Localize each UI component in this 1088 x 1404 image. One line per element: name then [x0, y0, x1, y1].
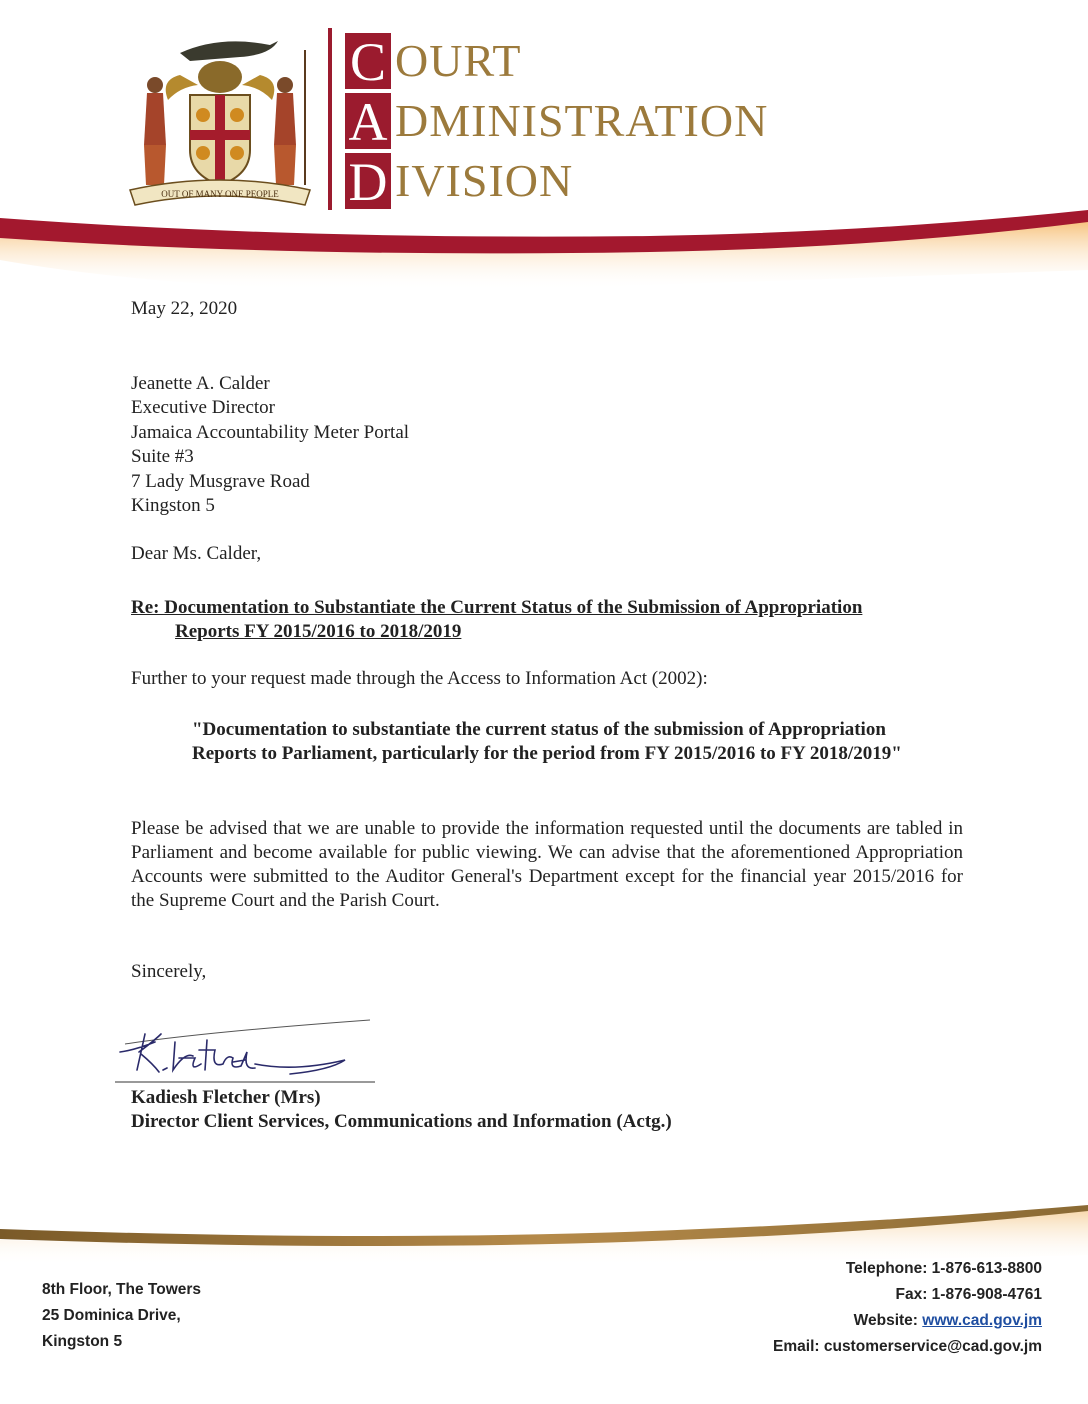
letterhead-title-court — [345, 33, 521, 93]
footer-address-line-2: 25 Dominica Drive, — [42, 1307, 181, 1324]
handwritten-signature — [115, 1012, 385, 1087]
footer-address-line-3: Kingston 5 — [42, 1333, 123, 1350]
recipient-suite: Suite #3 — [131, 446, 194, 468]
letter-date: May 22, 2020 — [131, 298, 238, 319]
footer-address — [42, 1277, 201, 1355]
subject-line-1: Re: Documentation to Substantiate the Current Status of the Submission of Appropriation — [131, 597, 863, 618]
recipient-title: Executive Director — [131, 397, 276, 419]
recipient-name: Jeanette A. Calder — [131, 373, 270, 394]
court-text: OURT — [395, 35, 522, 86]
footer-address-line-1: 8th Floor, The Towers — [42, 1281, 202, 1298]
signer-name: Kadiesh Fletcher (Mrs) — [131, 1087, 321, 1108]
website-label: Website: — [853, 1312, 923, 1329]
quoted-request: "Documentation to substantiate the current status of the submission of Appropriation Reports to Parliament, particularly for the period from FY 2015/2016 to FY 2018/2019" — [192, 719, 902, 764]
website-link[interactable]: www.cad.gov.jm — [922, 1312, 1042, 1329]
footer-contact — [773, 1256, 1042, 1360]
division-text: IVISION — [395, 155, 574, 206]
closing: Sincerely, — [131, 961, 207, 982]
footer-website — [773, 1308, 1042, 1334]
recipient-organization: Jamaica Accountability Meter Portal — [131, 421, 410, 443]
letterhead-divider — [328, 28, 332, 210]
footer-fax: Fax: 1-876-908-4761 — [895, 1286, 1042, 1303]
initial-d: D — [345, 153, 391, 209]
coat-of-arms-logo — [120, 25, 320, 210]
footer-swoosh-band — [0, 1195, 1088, 1265]
footer-email: Email: customerservice@cad.gov.jm — [773, 1338, 1042, 1355]
recipient-address — [131, 372, 409, 518]
subject-line — [131, 596, 991, 644]
crest-motto: OUT OF MANY ONE PEOPLE — [161, 189, 279, 199]
subject-line-2: Reports FY 2015/2016 to 2018/2019 — [175, 621, 462, 642]
recipient-city: Kingston 5 — [131, 494, 215, 516]
salutation: Dear Ms. Calder, — [131, 543, 262, 564]
letterhead-title-administration — [345, 93, 768, 153]
initial-a: A — [345, 93, 391, 149]
body-paragraph: Please be advised that we are unable to provide the information requested until the documents are tabled in Parliament and become available for public viewing. We can advise that the aforementioned Appropriation Accounts were submitted to the Auditor General's Department except for the financial year 2015/2016 for the Supreme Court and the Parish Court. — [131, 818, 963, 911]
intro-paragraph: Further to your request made through the Access to Information Act (2002): — [131, 668, 708, 689]
signer-title: Director Client Services, Communications and Information (Actg.) — [131, 1111, 672, 1132]
recipient-street: 7 Lady Musgrave Road — [131, 470, 310, 492]
initial-c: C — [345, 33, 391, 89]
administration-text: DMINISTRATION — [395, 95, 769, 146]
header-swoosh-band — [0, 200, 1088, 310]
footer-telephone: Telephone: 1-876-613-8800 — [845, 1260, 1042, 1277]
